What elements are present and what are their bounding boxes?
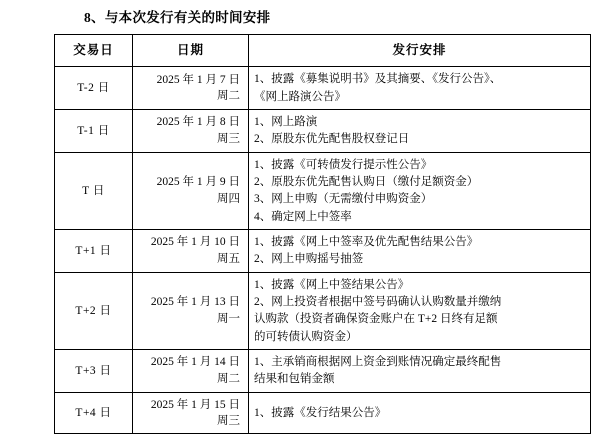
table-row — [55, 152, 591, 229]
arrangement-item: 1、主承销商根据网上资金到账情况确定最终配售 — [254, 355, 502, 368]
column-header-trading-day: 交易日 — [55, 34, 133, 67]
cell-date — [133, 67, 249, 110]
cell-date — [133, 272, 249, 349]
arrangement-item: 1、披露《募集说明书》及其摘要、《发行公告》、 — [254, 73, 502, 86]
issuance-schedule-table — [54, 34, 591, 434]
arrangement-item: 1、网上路演 — [254, 115, 318, 128]
cell-trading-day: T 日 — [55, 152, 133, 229]
date-line-1: 2025 年 1 月 7 日 — [156, 73, 240, 86]
table-row — [55, 67, 591, 110]
table-row — [55, 349, 591, 392]
arrangement-item: 认购款（投资者确保资金账户在 T+2 日终有足额 — [254, 313, 498, 326]
cell-arrangement — [249, 272, 591, 349]
cell-trading-day: T+1 日 — [55, 229, 133, 272]
date-line-1: 2025 年 1 月 15 日 — [150, 398, 240, 411]
date-line-1: 2025 年 1 月 13 日 — [150, 296, 240, 309]
arrangement-item: 4、确定网上中签率 — [254, 210, 352, 223]
page-title: 8、与本次发行有关的时间安排 — [84, 10, 271, 25]
date-line-1: 2025 年 1 月 8 日 — [156, 116, 240, 129]
cell-trading-day: T-2 日 — [55, 67, 133, 110]
cell-date — [133, 349, 249, 392]
table-row — [55, 109, 591, 152]
cell-arrangement — [249, 349, 591, 392]
cell-trading-day: T+4 日 — [55, 392, 133, 434]
cell-date — [133, 109, 249, 152]
cell-trading-day: T-1 日 — [55, 109, 133, 152]
date-line-2: 周三 — [217, 414, 240, 427]
arrangement-item: 1、披露《网上中签结果公告》 — [254, 278, 410, 291]
date-line-1: 2025 年 1 月 9 日 — [156, 176, 240, 189]
table-row — [55, 272, 591, 349]
date-line-2: 周一 — [217, 312, 240, 325]
arrangement-item: 1、披露《发行结果公告》 — [254, 406, 387, 419]
arrangement-item: 1、披露《可转债发行提示性公告》 — [254, 158, 433, 171]
column-header-arrangement: 发行安排 — [249, 34, 591, 67]
cell-arrangement — [249, 67, 591, 110]
arrangement-item: 2、网上申购摇号抽签 — [254, 253, 364, 266]
cell-trading-day: T+2 日 — [55, 272, 133, 349]
table-header-row — [55, 34, 591, 67]
cell-date — [133, 229, 249, 272]
table-row — [55, 229, 591, 272]
cell-arrangement — [249, 152, 591, 229]
arrangement-item: 2、网上投资者根据中签号码确认认购数量并缴纳 — [254, 295, 502, 308]
date-line-2: 周二 — [217, 90, 240, 103]
table-row — [55, 392, 591, 434]
arrangement-item: 的可转债认购资金） — [254, 330, 358, 343]
cell-trading-day: T+3 日 — [55, 349, 133, 392]
date-line-1: 2025 年 1 月 14 日 — [150, 356, 240, 369]
cell-date — [133, 152, 249, 229]
cell-arrangement — [249, 229, 591, 272]
arrangement-item: 2、原股东优先配售认购日（缴付足额资金） — [254, 175, 479, 188]
date-line-1: 2025 年 1 月 10 日 — [150, 236, 240, 249]
column-header-date: 日期 — [133, 34, 249, 67]
date-line-2: 周二 — [217, 372, 240, 385]
arrangement-item: 3、网上申购（无需缴付申购资金） — [254, 193, 433, 206]
date-line-2: 周四 — [217, 192, 240, 205]
arrangement-item: 《网上路演公告》 — [254, 90, 346, 103]
arrangement-item: 2、原股东优先配售股权登记日 — [254, 133, 410, 146]
date-line-2: 周三 — [217, 132, 240, 145]
cell-arrangement — [249, 392, 591, 434]
cell-date — [133, 392, 249, 434]
date-line-2: 周五 — [217, 252, 240, 265]
cell-arrangement — [249, 109, 591, 152]
arrangement-item: 结果和包销金额 — [254, 373, 335, 386]
arrangement-item: 1、披露《网上中签率及优先配售结果公告》 — [254, 235, 479, 248]
